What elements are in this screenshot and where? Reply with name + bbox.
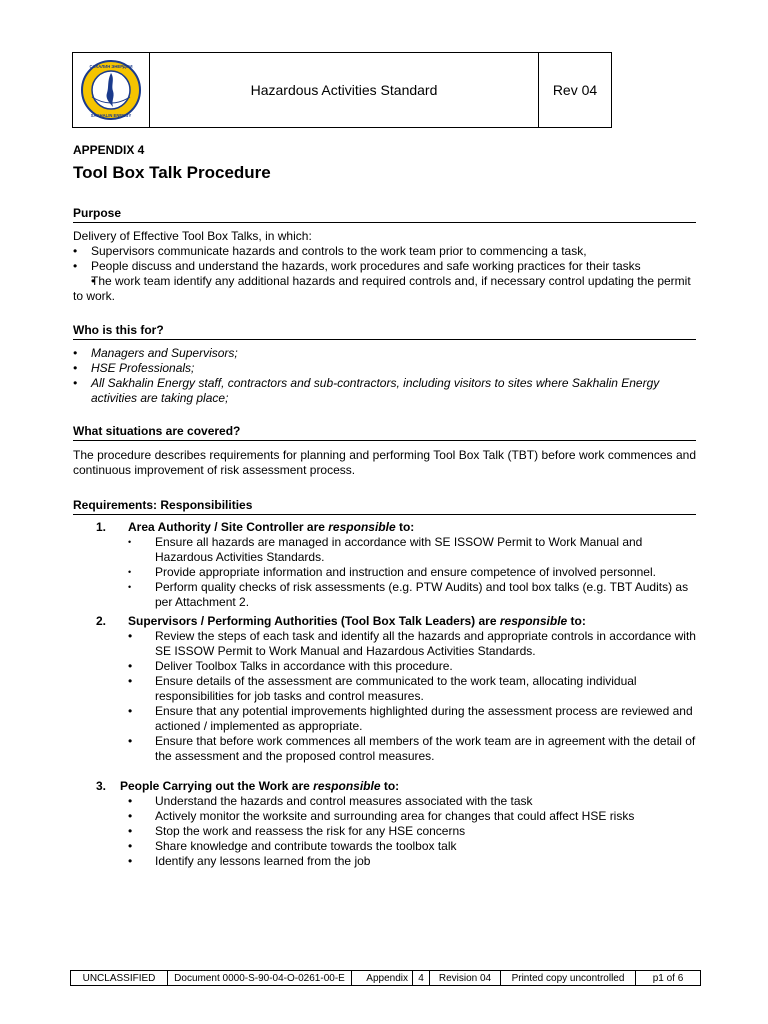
document-header: [72, 52, 612, 128]
list-item: • Identify any lessons learned from the job: [128, 854, 371, 868]
list-item: • Share knowledge and contribute towards the toolbox talk: [128, 839, 457, 853]
list-item: • Review the steps of each task and identify all the hazards and appropriate controls in accordance with SE ISSOW Permit to Work Manual and Hazardous Activities Standards.: [128, 629, 696, 658]
footer-page-number: p1 of 6: [652, 972, 684, 984]
footer-appendix-label: Appendix: [352, 971, 413, 985]
list-item: • Ensure all hazards are managed in accordance with SE ISSOW Permit to Work Manual and Hazardous Activities Standards.: [128, 535, 643, 564]
list-item: • HSE Professionals;: [73, 361, 696, 376]
list-item: • Managers and Supervisors;: [73, 346, 696, 361]
purpose-intro: Delivery of Effective Tool Box Talks, in which:: [73, 229, 312, 243]
footer-classification: UNCLASSIFIED: [71, 971, 168, 985]
header-revision: Rev 04: [552, 82, 598, 98]
list-item: • Ensure that before work commences all members of the work team are in agreement with the detail of the assessment and the proposed control measures.: [128, 734, 696, 763]
list-item: • Stop the work and reassess the risk for any HSE concerns: [128, 824, 466, 838]
who-list: [73, 346, 696, 406]
page-title: Tool Box Talk Procedure: [73, 163, 271, 182]
group-heading: Area Authority / Site Controller are responsible to:: [128, 520, 415, 534]
list-item: • Ensure that any potential improvements highlighted during the assessment process are reviewed and actioned / implemented as appropriate.: [128, 704, 693, 733]
list-item: • Ensure details of the assessment are communicated to the work team, allocating individual responsibilities for job tasks and control measures.: [128, 674, 637, 703]
footer-document-number: Document 0000-S-90-04-O-0261-00-E: [168, 971, 352, 985]
footer-revision: Revision 04: [430, 971, 501, 985]
group-number: 3.: [96, 779, 107, 793]
list-item: • Perform quality checks of risk assessments (e.g. PTW Audits) and tool box talks (e.g. TBT Audits) as per Attachment 2.: [128, 580, 689, 609]
list-item: • Actively monitor the worksite and surrounding area for changes that could affect HSE risks: [128, 809, 635, 823]
footer-appendix-number: 4: [413, 971, 430, 985]
svg-text:САХАЛИН ЭНЕРДЖИ: САХАЛИН ЭНЕРДЖИ: [89, 64, 133, 69]
situations-heading: What situations are covered?: [73, 424, 696, 441]
purpose-section: [73, 229, 696, 304]
svg-text:SAKHALIN ENERGY: SAKHALIN ENERGY: [90, 113, 132, 118]
purpose-list: [73, 244, 696, 304]
header-title: Hazardous Activities Standard: [150, 53, 539, 127]
document-footer: [70, 970, 701, 986]
list-item: • Provide appropriate information and instruction and ensure competence of involved personnel.: [128, 565, 656, 579]
group-number: 2.: [96, 614, 107, 628]
appendix-label: APPENDIX 4: [73, 143, 145, 157]
group-number: 1.: [96, 520, 107, 534]
who-section: [73, 346, 696, 406]
requirements-heading: Requirements: Responsibilities: [73, 498, 696, 515]
list-item: • All Sakhalin Energy staff, contractors and sub-contractors, including visitors to sites where Sakhalin Energy activities are taking place;: [73, 376, 696, 406]
group-2-list: [128, 629, 698, 764]
list-item: • Supervisors communicate hazards and controls to the work team prior to commencing a task,: [73, 244, 696, 259]
group-heading: Supervisors / Performing Authorities (Tool Box Talk Leaders) are responsible to:: [128, 614, 586, 628]
logo-cell: [73, 53, 150, 127]
company-logo-icon: [80, 59, 142, 121]
group-heading: People Carrying out the Work are responsible to:: [120, 779, 400, 793]
list-item: • People discuss and understand the hazards, work procedures and safe working practices for their tasks: [73, 259, 696, 274]
group-1-list: [128, 535, 698, 610]
footer-printed-status: Printed copy uncontrolled: [501, 971, 636, 985]
group-3-list: [128, 794, 698, 869]
purpose-heading: Purpose: [73, 206, 696, 223]
list-item: • The work team identify any additional hazards and required controls and, if necessary control updating the permit to work.: [73, 274, 696, 304]
who-heading: Who is this for?: [73, 323, 696, 340]
list-item: • Deliver Toolbox Talks in accordance with this procedure.: [128, 659, 453, 673]
situations-text: The procedure describes requirements for planning and performing Tool Box Talk (TBT) before work commences and continuous improvement of risk assessment process.: [73, 448, 696, 477]
list-item: • Understand the hazards and control measures associated with the task: [128, 794, 533, 808]
